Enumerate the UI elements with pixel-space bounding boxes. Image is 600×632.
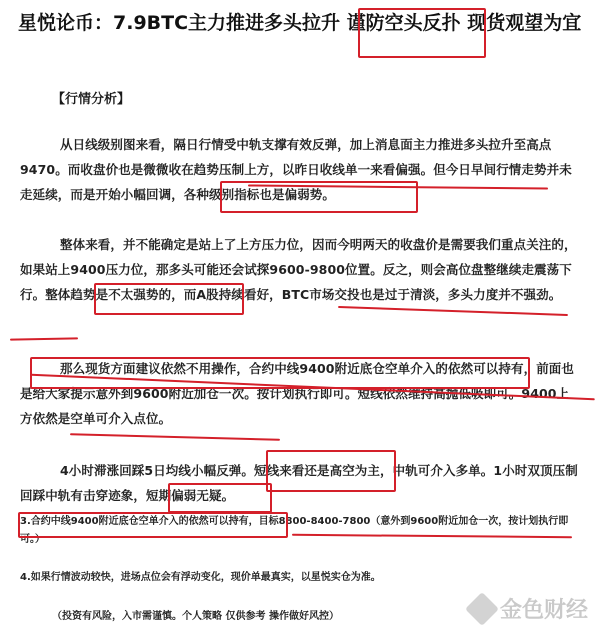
note-contract-target: 3.合约中线9400附近底仓空单介入的依然可以持有，目标8800-8400-7800（意外到9600附近加仓一次，按计划执行即可。） [20,516,569,545]
section-heading: 【行情分析】 [52,92,131,107]
annotation-underline-4 [70,433,280,440]
article-title: 星悦论币：7.9BTC主力推进多头拉升 谨防空头反扑 现货观望为宜 [18,12,582,34]
note-volatility: 4.如果行情波动较快，进场点位会有浮动变化，现价单最真实，以星悦实仓为准。 [20,572,381,583]
annotation-underline-2 [338,306,568,316]
watermark [470,593,588,624]
paragraph-4h-analysis: 4小时滞涨回踩5日均线小幅反弹。短线来看还是高空为主，中轨可介入多单。1小时双顶压制回踩中轨有击穿迹象，短期偏弱无疑。 [20,463,578,503]
disclaimer: （投资有风险，入市需谨慎。个人策略 仅供参考 操作做好风控） [52,611,339,622]
jinse-logo-icon [465,592,499,626]
paragraph-spot-advice: 那么现货方面建议依然不用操作，合约中线9400附近底仓空单介入的依然可以持有，前面也是给大家提示意外到9600附近加仓一次。按计划执行即可。短线依然维持高抛低吸即可。9400上方依然是空单可介入点位。 [20,361,574,426]
annotation-arrow-left [10,337,78,340]
paragraph-overall-view: 整体来看，并不能确定是站上了上方压力位，因而今明两天的收盘价是需要我们重点关注的，如果站上9400压力位，那多头可能还会试探9600-9800位置。反之，则会高位盘整继续走震荡下行。整体趋势是不太强势的，而A股持续看好，BTC市场交投也是过于清淡，多头力度并不强劲。 [20,237,577,302]
paragraph-daily-analysis: 从日线级别图来看，隔日行情受中轨支撑有效反弹，加上消息面主力推进多头拉升至高点9470。而收盘价也是微微收在趋势压制上方，以昨日收线单一来看偏强。但今日早间行情走势并未走延续，而是开始小幅回调，各种级别指标也是偏弱势。 [20,137,572,202]
watermark-text: 金色财经 [499,598,588,623]
